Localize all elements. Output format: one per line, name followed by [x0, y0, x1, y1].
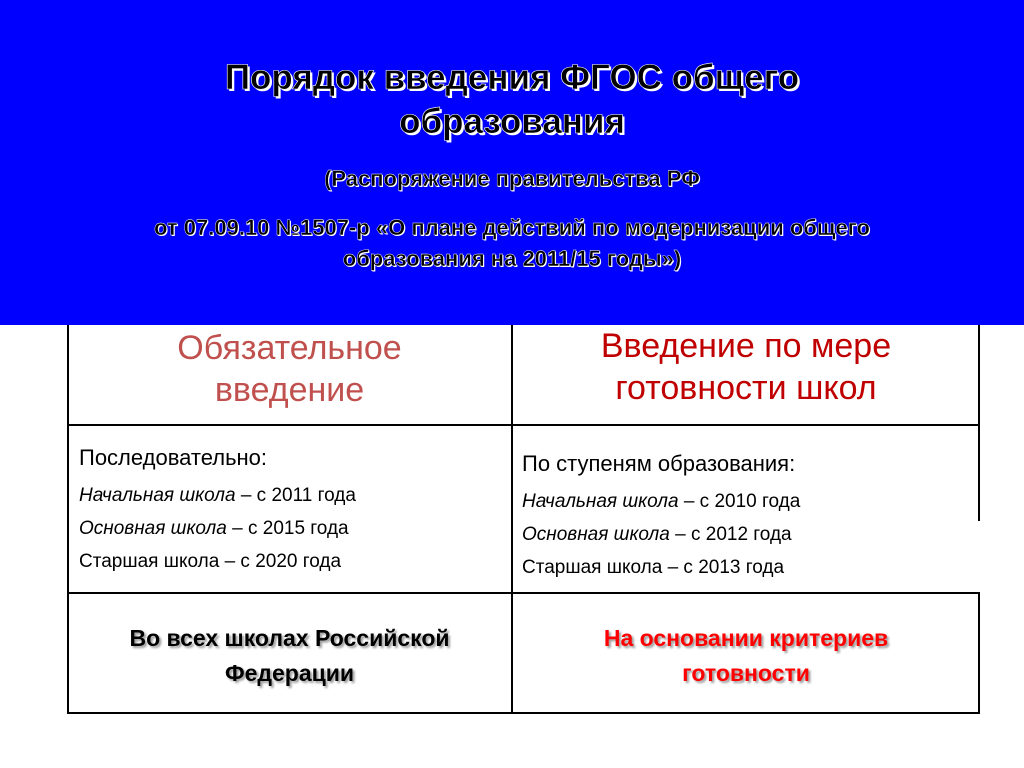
readiness-schedule	[512, 425, 980, 593]
footer-scope-line-2: Федерации	[224, 660, 355, 686]
footer-criteria-line-1: На основании критериев	[603, 625, 889, 651]
footer-criteria-line-2: готовности	[682, 660, 810, 686]
dash: –	[219, 551, 241, 572]
school-level: Старшая школа	[79, 551, 220, 572]
school-level: Основная школа	[79, 518, 227, 539]
title-line-2: образования	[399, 102, 625, 141]
dash: –	[669, 524, 691, 545]
decree-line-1: от 07.09.10 №1507-р «О плане действий по модернизации общего	[153, 215, 870, 240]
school-level: Начальная школа	[522, 491, 679, 512]
list-item	[522, 485, 980, 518]
mandatory-heading: Последовательно:	[79, 445, 268, 470]
header-readiness	[512, 325, 980, 425]
start-year: с 2013 года	[683, 557, 785, 578]
title-banner	[0, 0, 1024, 325]
mandatory-schedule	[67, 425, 512, 593]
start-year: с 2020 года	[240, 551, 342, 572]
header-readiness-line-2: готовности школ	[615, 369, 877, 407]
title-line-1: Порядок введения ФГОС общего	[224, 58, 800, 97]
dash: –	[226, 518, 248, 539]
readiness-heading: По ступеням образования:	[522, 451, 796, 476]
list-item	[79, 512, 512, 545]
dash: –	[235, 485, 257, 506]
header-mandatory	[67, 325, 512, 425]
list-item	[522, 551, 980, 584]
footer-scope	[67, 593, 512, 714]
footer-criteria	[512, 593, 980, 714]
list-item	[79, 479, 512, 512]
list-item	[522, 518, 980, 551]
dash: –	[662, 557, 684, 578]
dash: –	[678, 491, 700, 512]
decree-reference	[0, 212, 1024, 274]
list-item	[79, 545, 512, 578]
header-mandatory-line-2: введение	[214, 371, 365, 409]
start-year: с 2011 года	[256, 485, 356, 506]
school-level: Основная школа	[522, 524, 670, 545]
start-year: с 2012 года	[690, 524, 792, 545]
school-level: Старшая школа	[522, 557, 663, 578]
header-readiness-line-1: Введение по мере	[600, 327, 892, 365]
start-year: с 2015 года	[247, 518, 349, 539]
start-year: с 2010 года	[699, 491, 801, 512]
subtitle: (Распоряжение правительства РФ	[324, 166, 700, 191]
comparison-table	[67, 325, 980, 714]
header-mandatory-line-1: Обязательное	[177, 329, 402, 367]
school-level: Начальная школа	[79, 485, 236, 506]
decree-line-2: образования на 2011/15 годы»)	[342, 246, 682, 271]
slide-title	[0, 56, 1024, 144]
footer-scope-line-1: Во всех школах Российской	[129, 625, 450, 651]
